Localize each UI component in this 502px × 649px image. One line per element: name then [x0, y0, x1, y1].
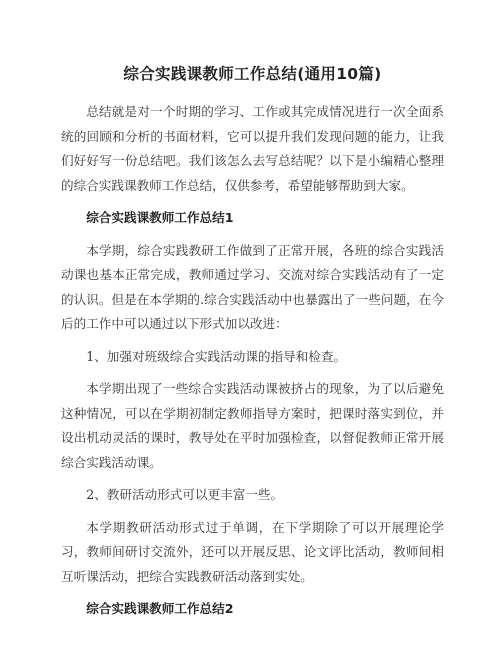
document-title: 综合实践课教师工作总结(通用10篇) [123, 65, 382, 83]
section1-list-item-2: 2、教研活动形式可以更丰富一些。 [86, 487, 284, 502]
section1-list-item-1: 1、加强对班级综合实践活动课的指导和检查。 [86, 348, 347, 364]
section1-paragraph-1: 本学期，综合实践教研工作做到了正常开展，各班的综合实践活动课也基本正常完成，教师通过学习、交流对综合实践活动有了一定的认识。但是在本学期的.综合实践活动中也暴露出了一些问题，在今后的工作中可以通过以下形式加以改进： [61, 242, 444, 331]
section1-paragraph-2: 本学期出现了一些综合实践活动课被挤占的现象，为了以后避免这种情况，可以在学期初制定教师指导方案时，把课时落实到位，并设出机动灵活的课时，教导处在平时加强检查，以督促教师正常开展综合实践活动课。 [61, 381, 444, 470]
section-heading-1: 综合实践课教师工作总结1 [86, 210, 234, 225]
intro-paragraph: 总结就是对一个时期的学习、工作或其完成情况进行一次全面系统的回顾和分析的书面材料，它可以提升我们发现问题的能力，让我们好好写一份总结吧。我们该怎么去写总结呢？以下是小编精心整理的综合实践课教师工作总结，仅供参考，希望能够帮助到大家。 [61, 104, 444, 193]
section-heading-2: 综合实践课教师工作总结2 [86, 601, 234, 616]
section1-paragraph-3: 本学期教研活动形式过于单调，在下学期除了可以开展理论学习，教师间研讨交流外，还可以开展反思、论文评比活动，教师间相互听课活动，把综合实践教研活动落到实处。 [61, 519, 444, 584]
